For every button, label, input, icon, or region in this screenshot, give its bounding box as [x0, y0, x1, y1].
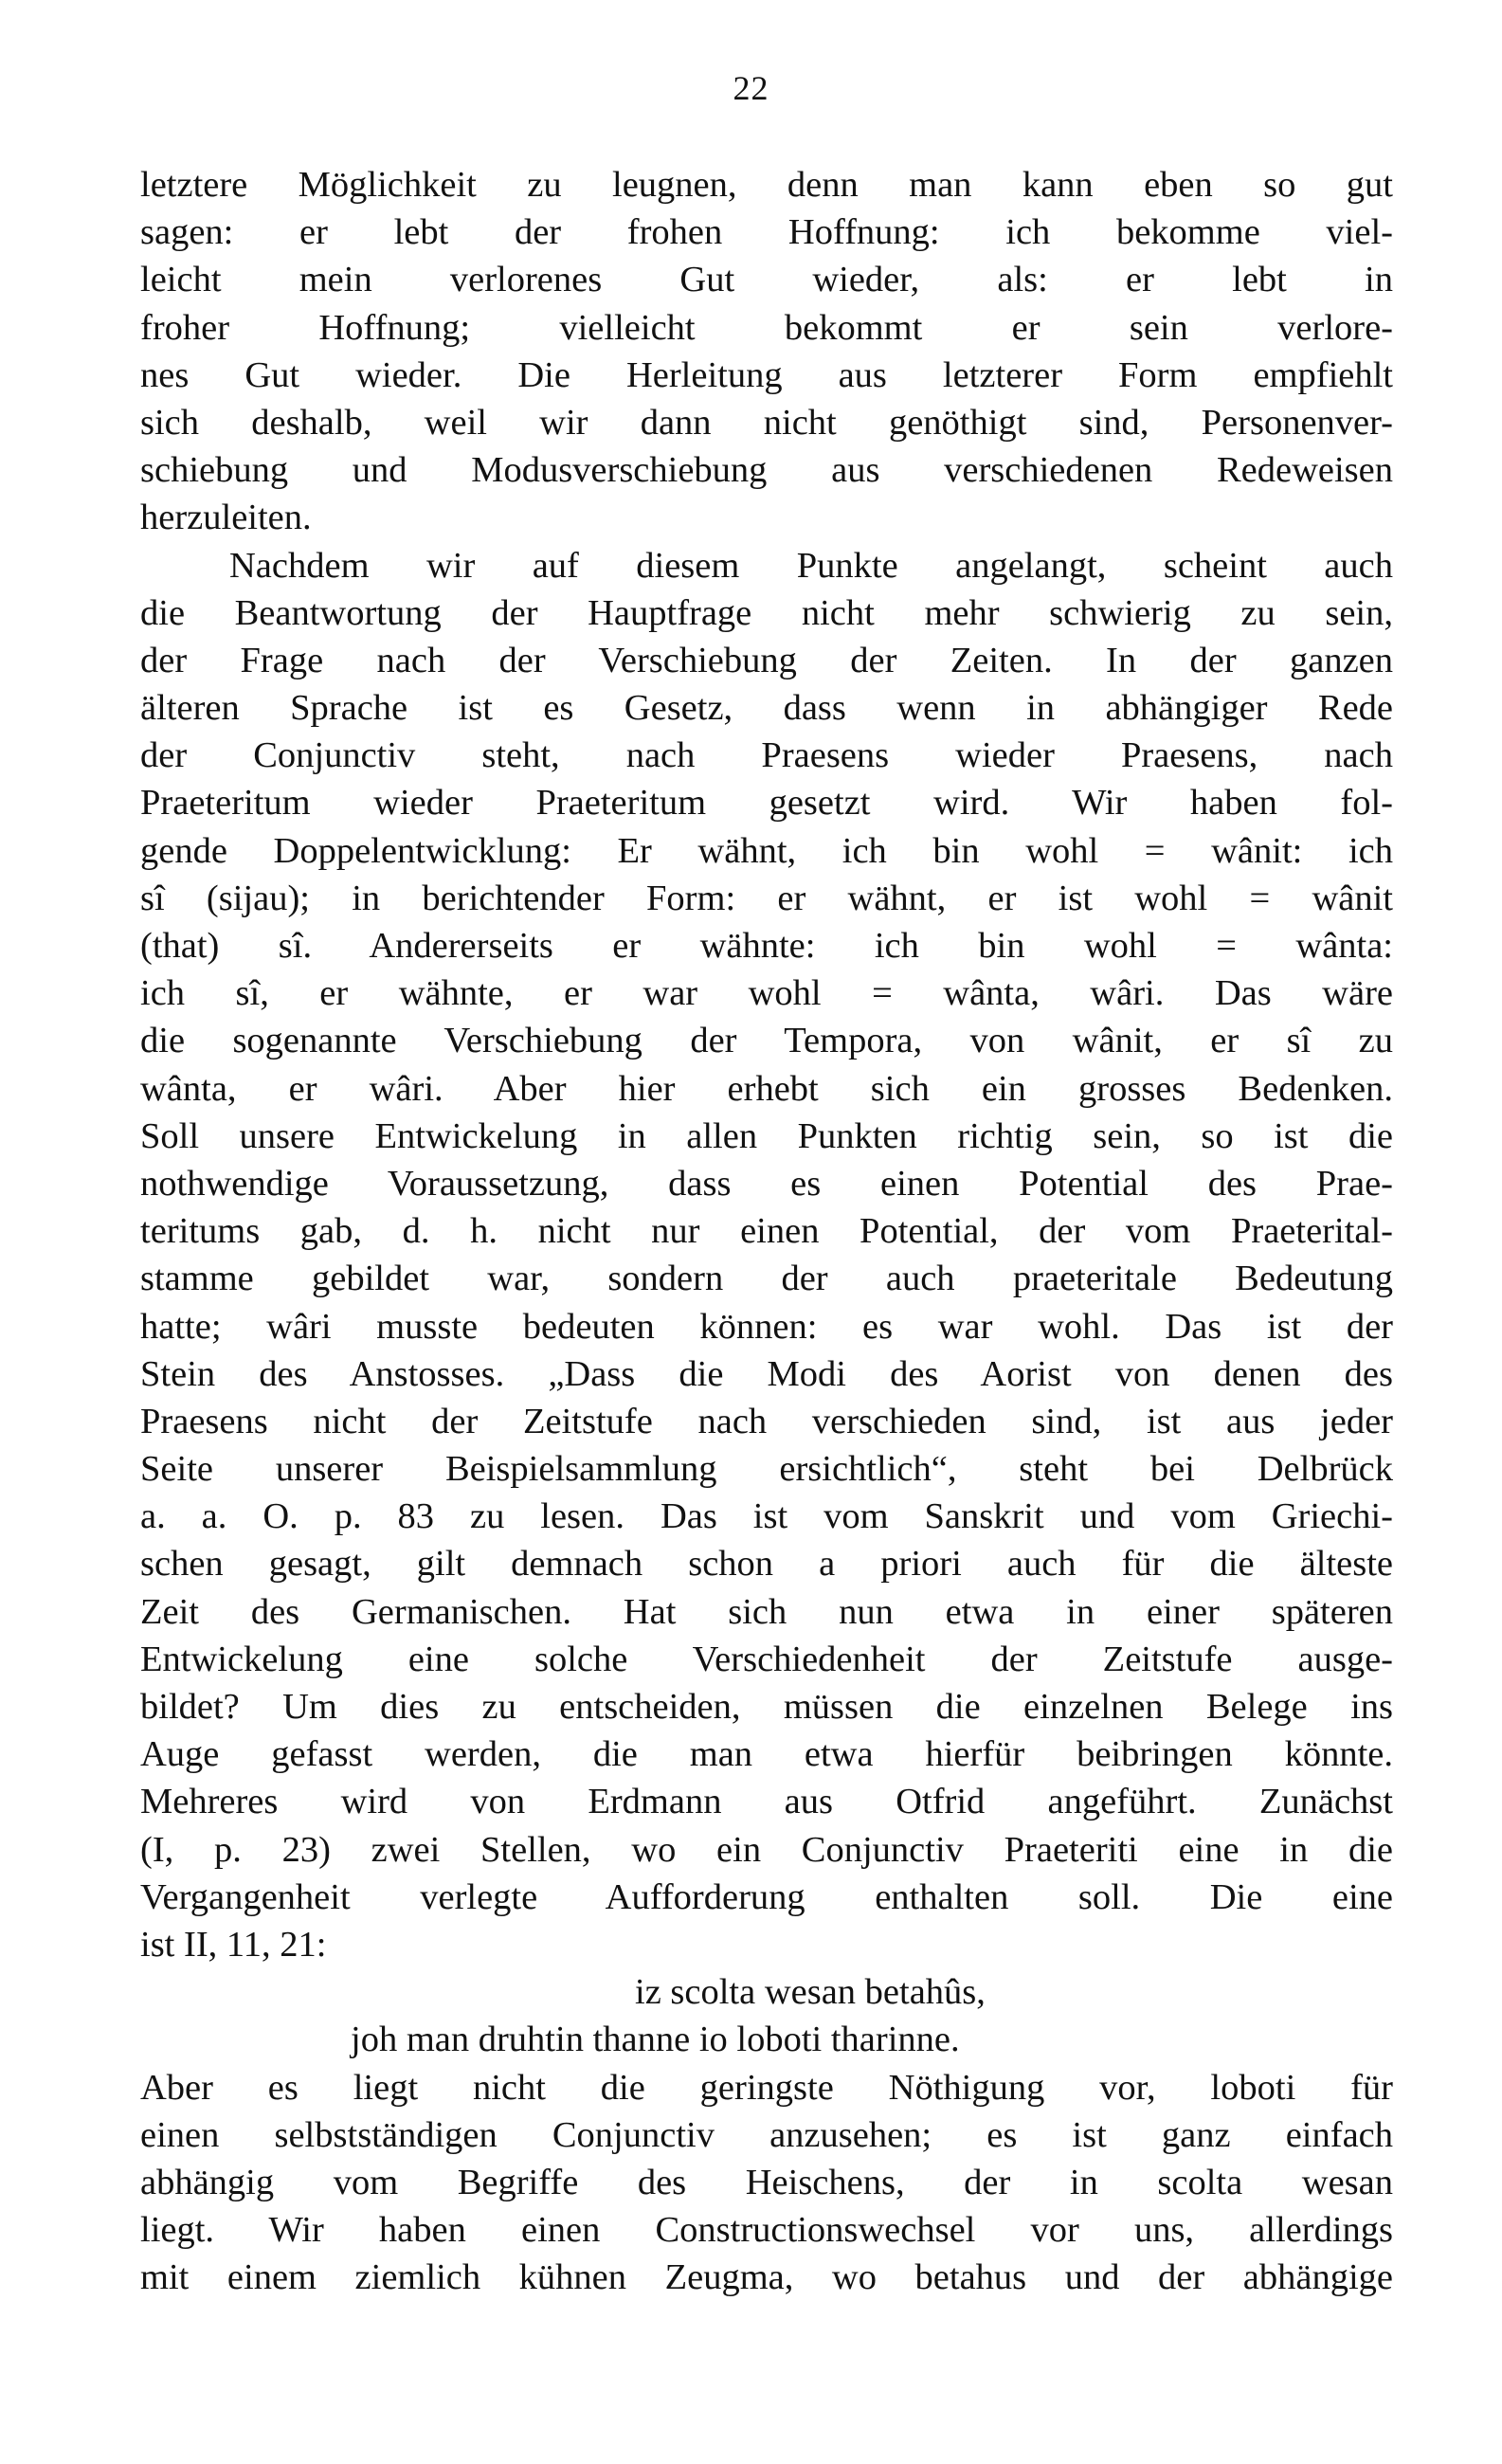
text-line: (that) sî. Andererseits er wähnte: ich bin wohl = wânta: — [140, 926, 1393, 966]
text-line: gende Doppelentwicklung: Er wähnt, ich bin wohl = wânit: ich — [140, 830, 1393, 871]
text-line: abhängig vom Begriffe des Heischens, der in scolta wesan — [140, 2162, 1393, 2202]
verse-line: iz scolta wesan betahûs, — [635, 1972, 986, 2013]
text-line: nes Gut wieder. Die Herleitung aus letzterer Form empfiehlt — [140, 354, 1393, 395]
text-line: nothwendige Voraussetzung, dass es einen Potential des Prae- — [140, 1163, 1393, 1204]
text-line: Seite unserer Beispielsammlung ersichtlich“, steht bei Delbrück — [140, 1449, 1393, 1490]
text-line: die sogenannte Verschiebung der Tempora, von wânit, er sî zu — [140, 1021, 1393, 1061]
verse-line: joh man druhtin thanne io loboti tharinne. — [351, 2020, 960, 2060]
text-line: sagen: er lebt der frohen Hoffnung: ich bekomme viel- — [140, 212, 1393, 253]
text-line: Soll unsere Entwickelung in allen Punkten richtig sein, so ist die — [140, 1115, 1393, 1156]
text-line: (I, p. 23) zwei Stellen, wo ein Conjunctiv Praeteriti eine in die — [140, 1829, 1393, 1870]
text-line: ist II, 11, 21: — [140, 1924, 327, 1965]
page-number: 22 — [733, 69, 769, 107]
text-line: letztere Möglichkeit zu leugnen, denn man kann eben so gut — [140, 165, 1393, 205]
text-line: älteren Sprache ist es Gesetz, dass wenn in abhängiger Rede — [140, 688, 1393, 729]
text-line: sî (sijau); in berichtender Form: er wähnt, er ist wohl = wânit — [140, 878, 1393, 918]
text-line: einen selbstständigen Conjunctiv anzusehen; es ist ganz einfach — [140, 2114, 1393, 2155]
text-line: Entwickelung eine solche Verschiedenheit der Zeitstufe ausge- — [140, 1639, 1393, 1679]
text-line: Aber es liegt nicht die geringste Nöthigung vor, loboti für — [140, 2067, 1393, 2108]
text-line: Zeit des Germanischen. Hat sich nun etwa in einer späteren — [140, 1591, 1393, 1632]
text-line: mit einem ziemlich kühnen Zeugma, wo betahus und der abhängige — [140, 2257, 1393, 2298]
body-text — [140, 161, 1393, 2301]
text-line: schiebung und Modusverschiebung aus verschiedenen Redeweisen — [140, 450, 1393, 491]
text-line: die Beantwortung der Hauptfrage nicht mehr schwierig zu sein, — [140, 592, 1393, 633]
text-line: Praeteritum wieder Praeteritum gesetzt wird. Wir haben fol- — [140, 783, 1393, 824]
text-line: der Conjunctiv steht, nach Praesens wieder Praesens, nach — [140, 735, 1393, 776]
text-line: herzuleiten. — [140, 498, 312, 538]
text-line: Vergangenheit verlegte Aufforderung enthalten soll. Die eine — [140, 1876, 1393, 1917]
text-line: Praesens nicht der Zeitstufe nach verschieden sind, ist aus jeder — [140, 1401, 1393, 1441]
text-line: wânta, er wâri. Aber hier erhebt sich ein grosses Bedenken. — [140, 1068, 1393, 1109]
text-line: Nachdem wir auf diesem Punkte angelangt, scheint auch — [229, 545, 1393, 586]
text-line: der Frage nach der Verschiebung der Zeiten. In der ganzen — [140, 640, 1393, 680]
text-line: hatte; wâri musste bedeuten können: es war wohl. Das ist der — [140, 1306, 1393, 1347]
text-line: a. a. O. p. 83 zu lesen. Das ist vom Sanskrit und vom Griechi- — [140, 1496, 1393, 1537]
text-line: stamme gebildet war, sondern der auch praeteritale Bedeutung — [140, 1259, 1393, 1299]
text-line: leicht mein verlorenes Gut wieder, als: er lebt in — [140, 260, 1393, 300]
text-line: schen gesagt, gilt demnach schon a priori auch für die älteste — [140, 1544, 1393, 1585]
text-line: Auge gefasst werden, die man etwa hierfür beibringen könnte. — [140, 1734, 1393, 1775]
text-line: liegt. Wir haben einen Constructionswechsel vor uns, allerdings — [140, 2210, 1393, 2251]
text-line: Stein des Anstosses. „Dass die Modi des Aorist von denen des — [140, 1353, 1393, 1394]
text-line: ich sî, er wähnte, er war wohl = wânta, wâri. Das wäre — [140, 973, 1393, 1014]
text-line: froher Hoffnung; vielleicht bekommt er sein verlore- — [140, 307, 1393, 348]
text-line: bildet? Um dies zu entscheiden, müssen die einzelnen Belege ins — [140, 1687, 1393, 1727]
text-line: teritums gab, d. h. nicht nur einen Potential, der vom Praeterital- — [140, 1211, 1393, 1252]
text-line: Mehreres wird von Erdmann aus Otfrid angeführt. Zunächst — [140, 1782, 1393, 1822]
text-line: sich deshalb, weil wir dann nicht genöthigt sind, Personenver- — [140, 402, 1393, 443]
